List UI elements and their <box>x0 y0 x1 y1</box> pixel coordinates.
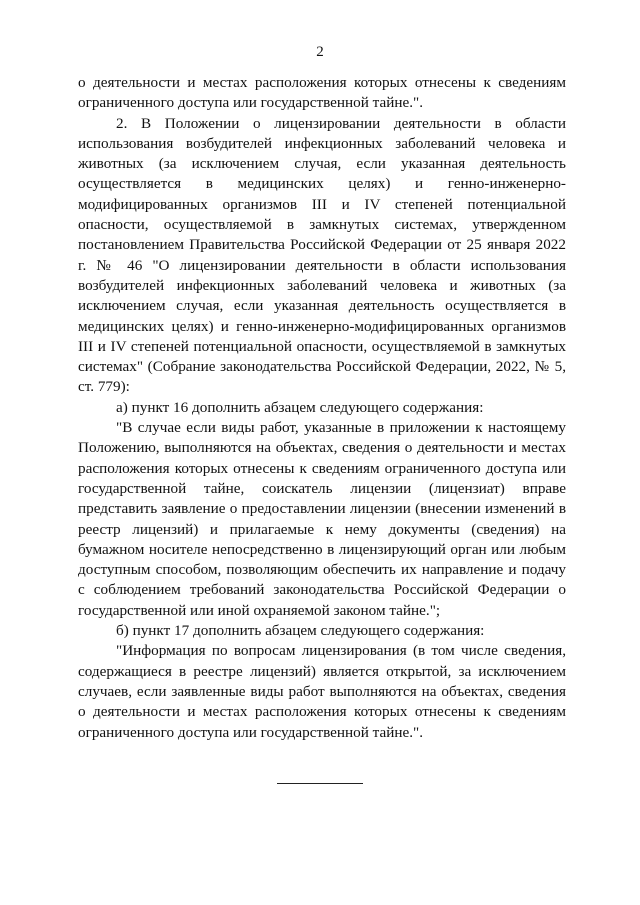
paragraph-continuation: о деятельности и местах расположения которых отнесены к сведениям ограниченного доступа или государственной тайне.". <box>78 74 566 112</box>
paragraph-subitem-b: б) пункт 17 дополнить абзацем следующего содержания: <box>116 622 485 640</box>
paragraph-subitem-a: а) пункт 16 дополнить абзацем следующего содержания: <box>116 398 484 416</box>
end-separator-line <box>277 783 363 784</box>
document-body <box>78 73 566 743</box>
paragraph-quote-16: "В случае если виды работ, указанные в приложении к настоящему Положению, выполняются на объектах, сведения о деятельности и местах расположения которых отнесены к сведениям ограниченного доступа или государственной тайне, соискатель лицензии (лицензиат) вправе представить заявление о предоставлении лицензии (внесении изменений в реестр лицензий) и прилагаемые к нему документы (сведения) на бумажном носителе непосредственно в лицензирующий орган или любым доступным способом, позволяющим обеспечить их направление и подачу с соблюдением требований законодательства Российской Федерации о государственной или иной охраняемой законом тайне."; <box>78 419 566 619</box>
paragraph-quote-17: "Информация по вопросам лицензирования (в том числе сведения, содержащиеся в реестре лицензий) является открытой, за исключением случаев, если заявленные виды работ выполняются на объектах, сведения о деятельности и местах расположения которых отнесены к сведениям ограниченного доступа или государственной тайне.". <box>78 642 566 741</box>
paragraph-item-2: 2. В Положении о лицензировании деятельности в области использования возбудителей инфекционных заболеваний человека и животных (за исключением случая, если указанная деятельность осуществляется в медицинских целях) и генно-инженерно-модифицированных организмов III и IV степеней потенциальной опасности, осуществляемой в замкнутых системах, утвержденном постановлением Правительства Российской Федерации от 25 января 2022 г. № 46 "О лицензировании деятельности в области использования возбудителей инфекционных заболеваний человека и животных (за исключением случая, если указанная деятельность осуществляется в медицинских целях) и генно-инженерно-модифицированных организмов III и IV степеней потенциальной опасности, осуществляемой в замкнутых системах" (Собрание законодательства Российской Федерации, 2022, № 5, ст. 779): <box>78 114 566 396</box>
page-number: 2 <box>316 44 324 60</box>
